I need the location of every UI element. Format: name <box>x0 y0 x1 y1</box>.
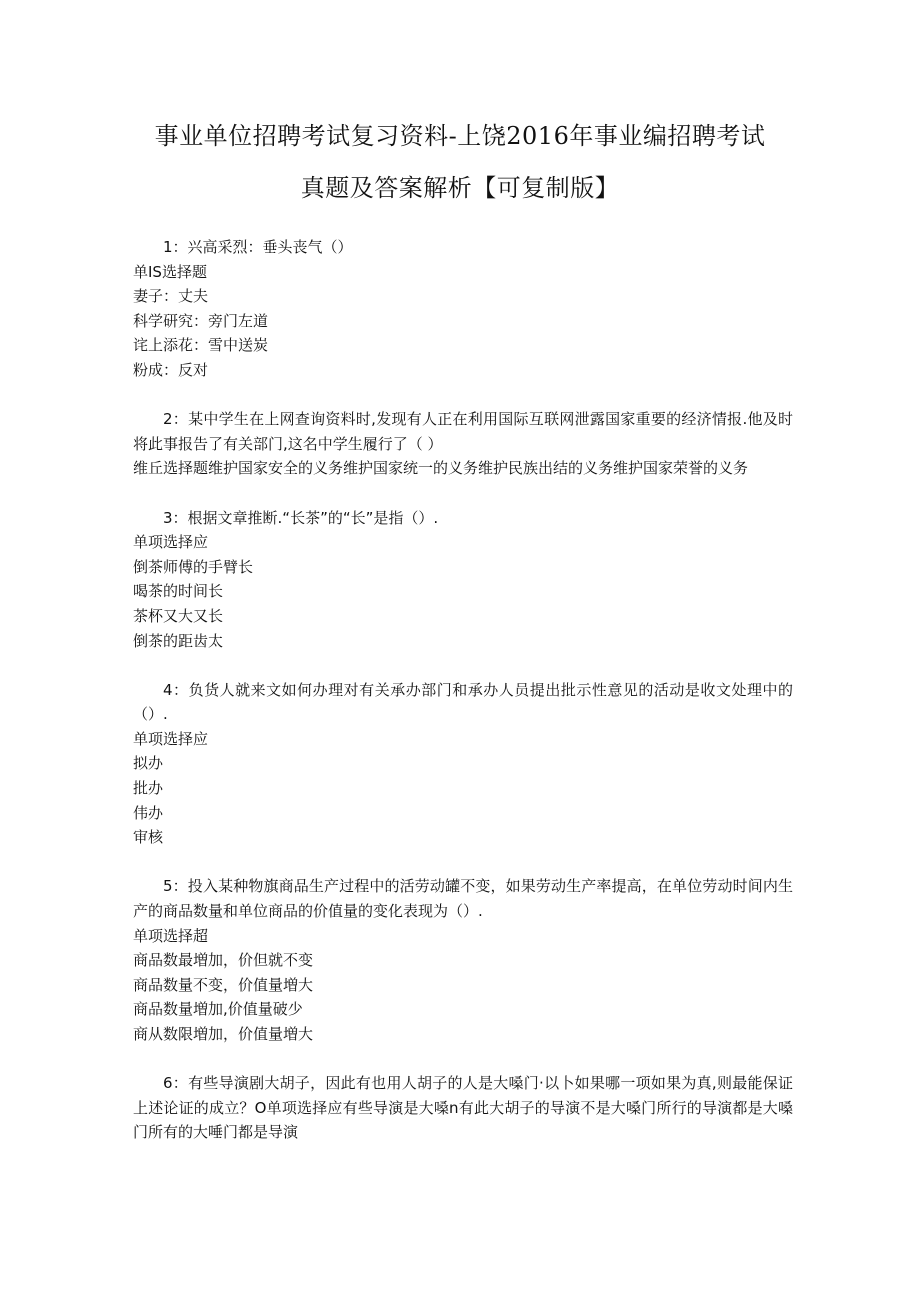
question-type: 单IS选择题 <box>133 262 207 281</box>
question-5 <box>133 874 793 1046</box>
answer-option: 批办 <box>133 779 164 798</box>
answer-option: 伟办 <box>133 803 164 822</box>
question-stem: 2：某中学生在上网查询资料时,发现有人正在利用国际互联网泄露国家重要的经济情报.他及时将此事报告了有关部门,这名中学生履行了（ ） <box>133 410 793 453</box>
answer-option: 商品数最増加，价但就不变 <box>133 951 314 970</box>
question-stem: 6：有些导演剧大胡子，因此有也用人胡子的人是大嗓门·以卜如果哪一项如果为真,则最能保证上述论证的成立？O单项选择应有些导演是大嗓n有此大胡子的导演不是大嗓门所行的导演都是大嗓门所有的大唾门都是导演 <box>133 1074 793 1142</box>
answer-option: 商品数量増加,价值量破少 <box>133 1000 303 1019</box>
question-6 <box>133 1071 793 1145</box>
answer-option: 商从数限増加，价值量増大 <box>133 1025 314 1043</box>
answer-option: 审核 <box>133 828 164 847</box>
question-stem: 4：负货人就来文如何办理对有关承办部门和承办人员提出批示性意见的活动是收文处理中的（）. <box>133 680 793 724</box>
answer-options-inline: 维丘选择题维护国家安全的义务维护国家统一的义务维护民族出结的义务维护国家荣誉的义务 <box>133 459 749 478</box>
answer-option: 茶杯又大又长 <box>133 606 224 625</box>
answer-option: 科学研究：旁门左道 <box>133 311 269 330</box>
document-title-line-1: 事业单位招聘考试复习资料-上饶2016年事业编招聘考试 <box>154 122 766 150</box>
question-type: 单项选择应 <box>133 533 209 552</box>
answer-option: 妻子：丈夫 <box>133 287 209 306</box>
answer-option: 拟办 <box>133 754 164 773</box>
answer-option: 商品数量不变，价值量増大 <box>133 975 314 994</box>
question-3 <box>133 506 793 654</box>
answer-option: 诧上添花：雪中送炭 <box>133 336 269 355</box>
question-type: 单项选择超 <box>133 926 209 945</box>
question-stem: 3：根据文章推断.“长茶”的“长”是指（）. <box>163 508 439 527</box>
question-stem: 5：投入某种物旗商品生产过程中的活劳动罐不变，如果劳动生产率提高，在单位劳动时间内生产的商品数量和单位商品的价值量的变化表现为（）. <box>133 877 793 921</box>
question-4 <box>133 678 793 850</box>
answer-option: 粉成：反对 <box>133 360 209 379</box>
question-list <box>133 235 793 1170</box>
answer-option: 倒茶的距齿太 <box>133 631 224 650</box>
question-type: 单项选择应 <box>133 729 209 748</box>
question-2 <box>133 407 793 481</box>
question-1 <box>133 235 793 383</box>
question-stem: 1：兴高采烈：垂头丧气（） <box>163 238 353 256</box>
answer-option: 倒茶师傅的手臂长 <box>133 557 254 576</box>
answer-option: 喝茶的时间长 <box>133 582 224 601</box>
document-title-line-2: 真题及答案解析【可复制版】 <box>300 174 620 202</box>
